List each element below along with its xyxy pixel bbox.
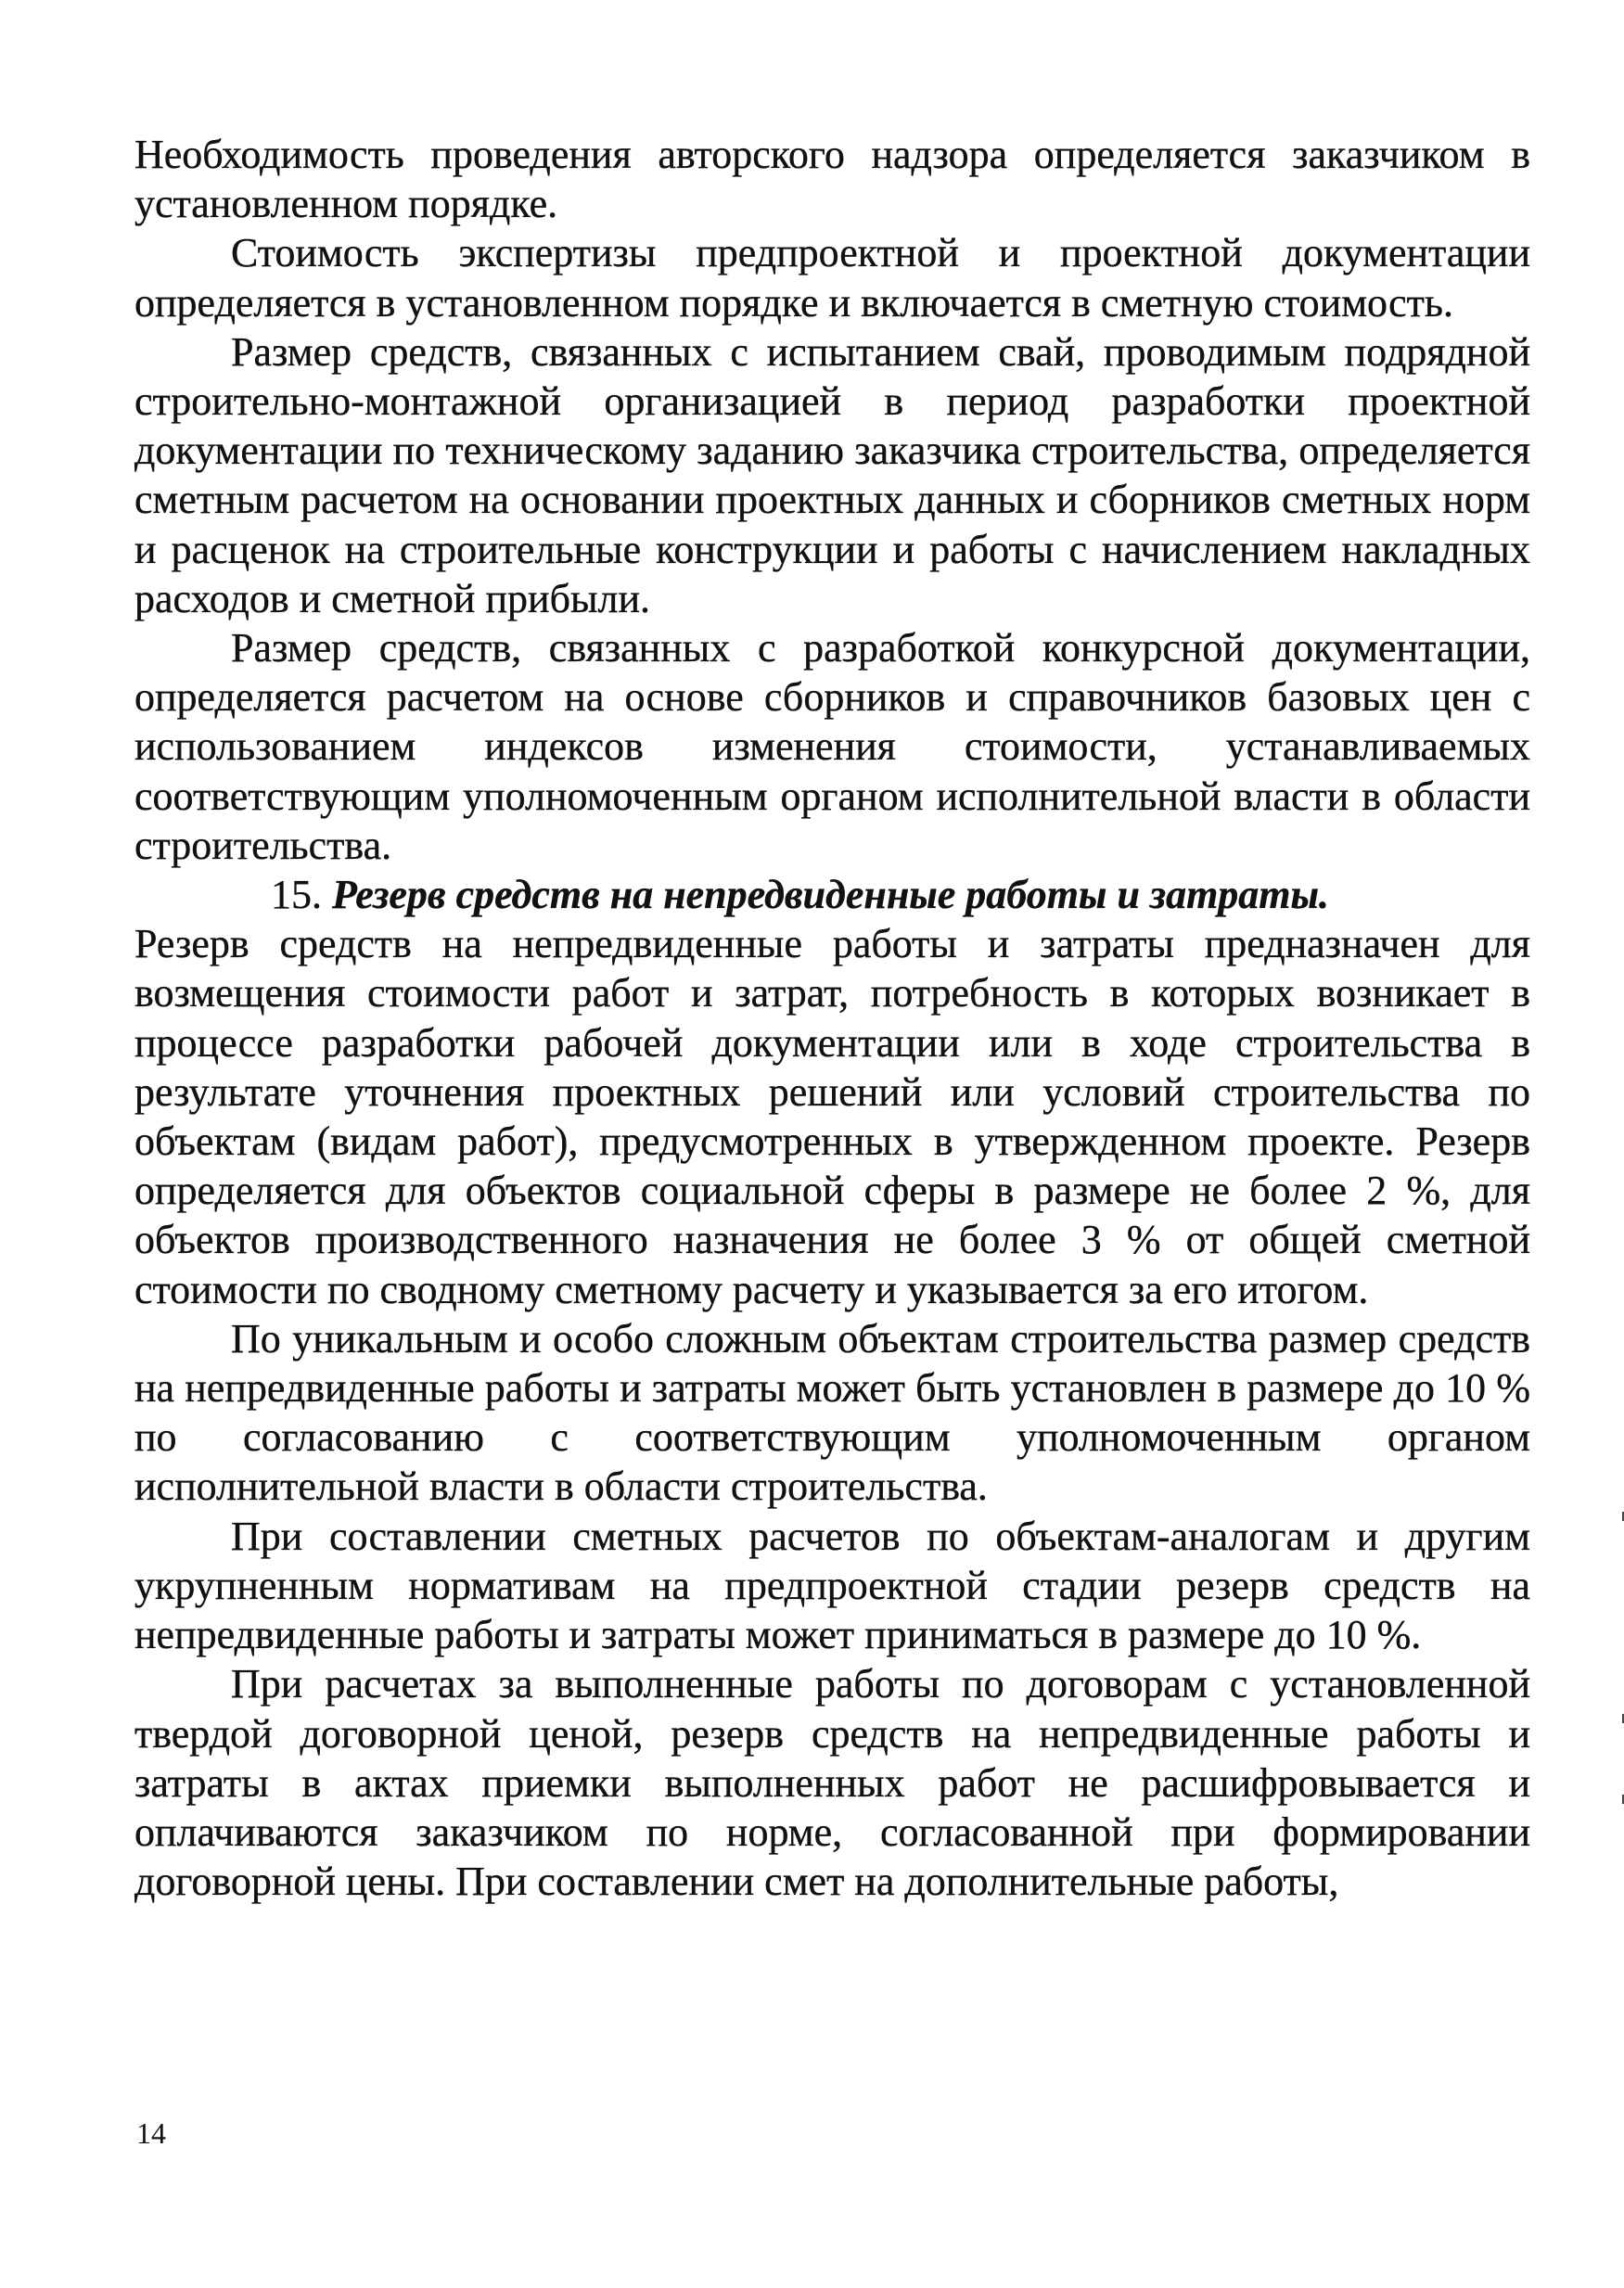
document-body: [134, 130, 1530, 1906]
paragraph-expertise-cost: Стоимость экспертизы предпроектной и проектной документации определяется в установленном порядке и включается в сметную стоимость.: [134, 230, 1530, 326]
paragraph-fixed-price-contracts: При расчетах за выполненные работы по договорам с установленной твердой договорной ценой, резерв средств на непредвиденные работы и затраты в актах приемки выполненных работ не расшифровывается и оплачиваются заказчиком по норме, согласованной при формировании договорной цены. При составлении смет на дополнительные работы,: [134, 1661, 1530, 1905]
section-number: 15.: [271, 872, 322, 918]
paragraph-tender-documentation: Размер средств, связанных с разработкой конкурсной документации, определяется расчетом на основе сборников и справочников базовых цен с использованием индексов изменения стоимости, устанавливаемых соответствующим уполномоченным органом исполнительной власти в области строительства.: [134, 625, 1530, 868]
paragraph-analog-objects: При составлении сметных расчетов по объектам-аналогам и другим укрупненным нормативам на предпроектной стадии резерв средств на непредвиденные работы и затраты может приниматься в размере до 10 %.: [134, 1513, 1530, 1658]
paragraph-pile-testing: Размер средств, связанных с испытанием свай, проводимым подрядной строительно-монтажной организацией в период разработки проектной документации по техническому заданию заказчика строительства, определяется сметным расчетом на основании проектных данных и сборников сметных норм и расценок на строительные конструкции и работы с начислением накладных расходов и сметной прибыли.: [134, 328, 1530, 621]
section-heading: [134, 870, 1530, 919]
page-number: 14: [136, 2116, 166, 2150]
paragraph-unique-objects: По уникальным и особо сложным объектам строительства размер средств на непредвиденные работы и затраты может быть установлен в размере до 10 % по согласованию с соответствующим уполномоченным органом исполнительной власти в области строительства.: [134, 1315, 1530, 1510]
section-text: Резерв средств на непредвиденные работы и затраты предназначен для возмещения стоимости работ и затрат, потребность в которых возникает в процессе разработки рабочей документации или в ходе строительства в результате уточнения проектных решений или условий строительства по объектам (видам работ), предусмотренных в утвержденном проекте. Резерв определяется для объектов социальной сферы в размере не более 2 %, для объектов производственного назначения не более 3 % от общей сметной стоимости по сводному сметному расчету и указывается за его итогом.: [134, 921, 1530, 1312]
section-title: Резерв средств на непредвиденные работы и затраты.: [332, 872, 1330, 918]
section-15: [134, 870, 1530, 1314]
paragraph-author-supervision: Необходимость проведения авторского надзора определяется заказчиком в установленном порядке.: [134, 132, 1530, 227]
